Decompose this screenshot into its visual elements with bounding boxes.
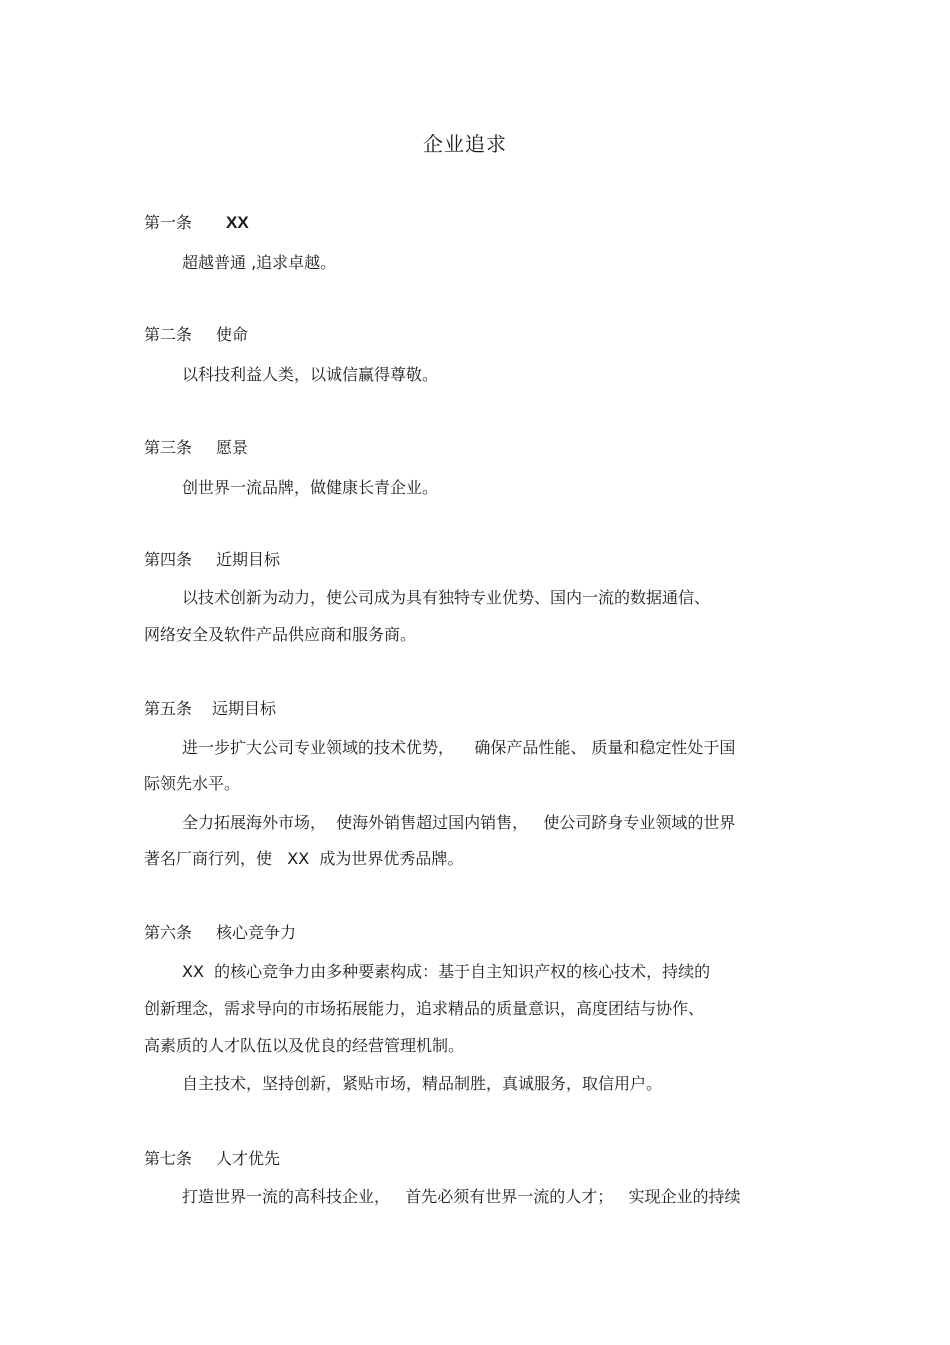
article-label: 第三条 bbox=[144, 438, 193, 457]
article-3-text: 创世界一流品牌，做健康长青企业。 bbox=[182, 478, 439, 497]
article-2-heading bbox=[144, 324, 248, 346]
article-1-heading bbox=[144, 212, 249, 234]
article-title: 远期目标 bbox=[212, 699, 277, 718]
article-title: 人才优先 bbox=[216, 1149, 281, 1168]
article-title: 使命 bbox=[216, 325, 249, 344]
article-6-heading bbox=[144, 922, 296, 944]
article-5-text-3: 全力拓展海外市场， 使海外销售超过国内销售， 使公司跻身专业领域的世界 bbox=[182, 813, 736, 832]
article-label: 第七条 bbox=[144, 1149, 193, 1168]
article-7-heading bbox=[144, 1148, 280, 1170]
article-6-text-3: 高素质的人才队伍以及优良的经营管理机制。 bbox=[144, 1036, 465, 1055]
article-label: 第一条 bbox=[144, 213, 193, 232]
article-5-text-2: 际领先水平。 bbox=[144, 774, 241, 793]
article-7-text-1: 打造世界一流的高科技企业， 首先必须有世界一流的人才； 实现企业的持续 bbox=[182, 1187, 741, 1206]
document-title: 企业追求 bbox=[423, 132, 507, 156]
article-title: 愿景 bbox=[216, 438, 249, 457]
article-title: 近期目标 bbox=[216, 550, 281, 569]
article-4-text-1: 以技术创新为动力，使公司成为具有独特专业优势、国内一流的数据通信、 bbox=[182, 588, 711, 607]
article-1-text: 超越普通 ,追求卓越。 bbox=[182, 253, 337, 272]
article-4-heading bbox=[144, 549, 280, 571]
article-5-text-4: 著名厂商行列，使 XX 成为世界优秀品牌。 bbox=[144, 849, 464, 868]
article-2-text: 以科技利益人类，以诚信赢得尊敬。 bbox=[182, 365, 439, 384]
article-title: 核心竞争力 bbox=[216, 923, 297, 942]
article-title: XX bbox=[226, 213, 249, 232]
article-4-text-2: 网络安全及软件产品供应商和服务商。 bbox=[144, 625, 417, 644]
article-label: 第二条 bbox=[144, 325, 193, 344]
article-6-text-4: 自主技术，坚持创新，紧贴市场，精品制胜，真诚服务，取信用户。 bbox=[182, 1074, 663, 1093]
article-label: 第四条 bbox=[144, 550, 193, 569]
article-6-text-2: 创新理念，需求导向的市场拓展能力，追求精品的质量意识，高度团结与协作、 bbox=[144, 999, 705, 1018]
article-5-text-1: 进一步扩大公司专业领域的技术优势， 确保产品性能、 质量和稳定性处于国 bbox=[182, 738, 736, 757]
article-6-text-1: XX 的核心竞争力由多种要素构成：基于自主知识产权的核心技术，持续的 bbox=[182, 962, 711, 981]
article-label: 第六条 bbox=[144, 923, 193, 942]
article-5-heading bbox=[144, 698, 276, 720]
article-label: 第五条 bbox=[144, 699, 193, 718]
article-3-heading bbox=[144, 437, 248, 459]
